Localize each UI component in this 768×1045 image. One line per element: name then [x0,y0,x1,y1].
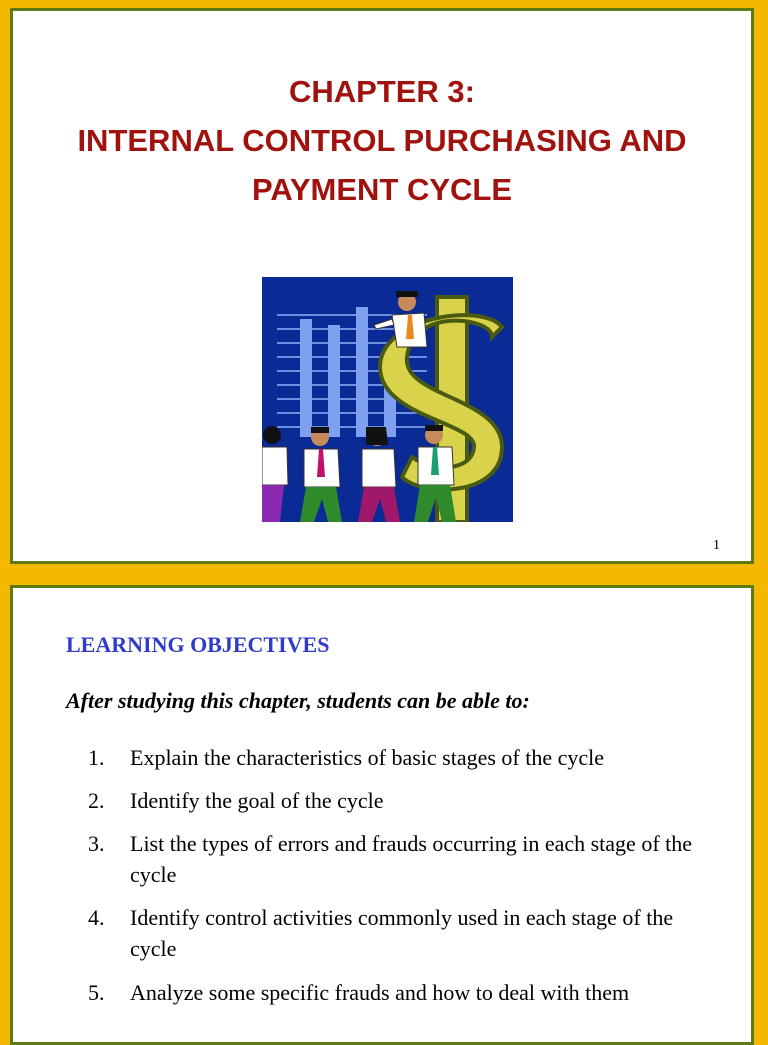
learning-objectives-heading: LEARNING OBJECTIVES [66,632,330,657]
objectives-intro: After studying this chapter, students can be able to: [66,688,530,713]
chapter-title-line-2: INTERNAL CONTROL PURCHASING AND [77,123,687,158]
objective-item [88,785,718,816]
objective-number: 1. [88,745,105,770]
slide-2 [10,585,754,1045]
objective-item [88,742,718,773]
slide-1 [10,8,754,564]
objective-item [88,902,718,964]
objective-text: Identify the goal of the cycle [130,788,384,813]
objective-number: 3. [88,831,105,856]
objective-item [88,977,718,1008]
objective-text: List the types of errors and frauds occurring in each stage of the cycle [130,831,693,887]
objective-number: 2. [88,788,105,813]
objective-text: Identify control activities commonly used in each stage of the cycle [130,905,674,961]
objective-text: Analyze some specific frauds and how to deal with them [130,980,630,1005]
chapter-title-line-1: CHAPTER 3: [288,74,475,109]
objective-item [88,828,718,890]
chapter-title-line-3: PAYMENT CYCLE [251,172,513,207]
page-number: 1 [713,538,720,553]
objective-number: 5. [88,980,105,1005]
objective-number: 4. [88,905,105,930]
objective-text: Explain the characteristics of basic stages of the cycle [130,745,605,770]
business-dollar-clipart [262,277,513,522]
